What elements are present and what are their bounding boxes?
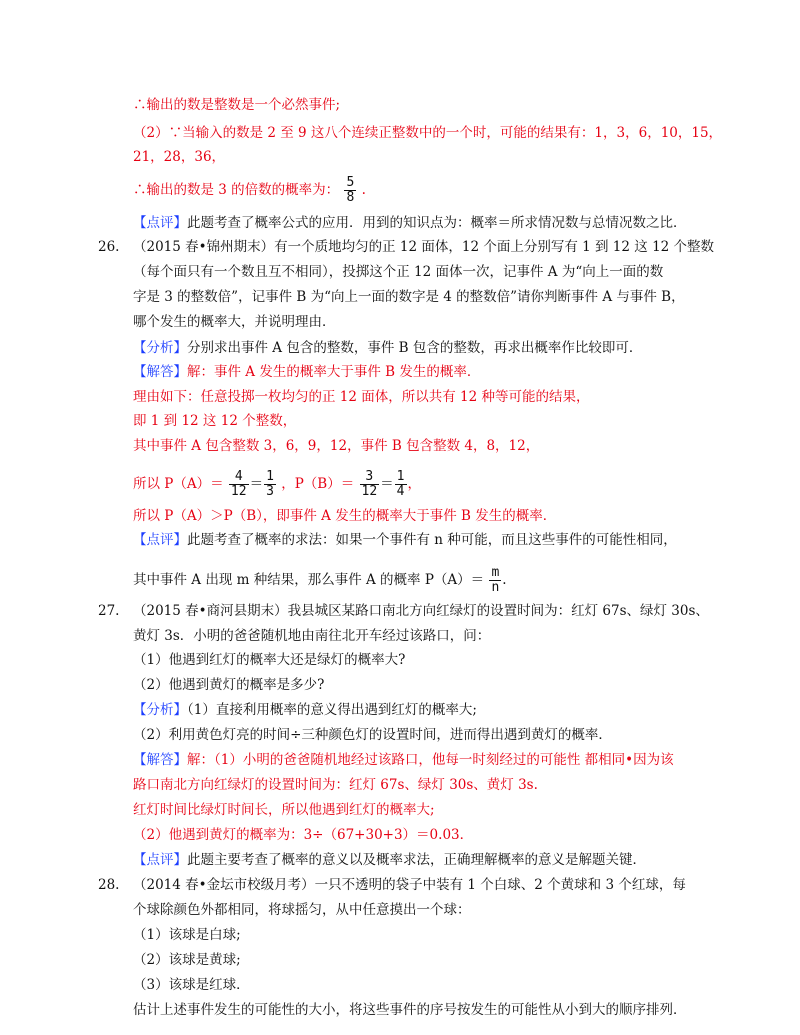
- fraction-five-eighths: [344, 176, 356, 205]
- fraction-numerator: 1: [396, 469, 405, 484]
- question-number-27: 27.: [98, 603, 120, 619]
- pa-label: 所以 P（A）＝: [133, 476, 224, 492]
- fraction-1-3: [264, 470, 276, 499]
- answer-text: 解：事件 A 发生的概率大于事件 B 发生的概率．: [187, 364, 481, 380]
- analysis-text: （1）直接利用概率的意义得出遇到红灯的概率大;: [187, 702, 477, 718]
- q27-answer: [133, 751, 674, 769]
- q28-item-2: （2）该球是黄球;: [133, 952, 241, 968]
- q25-comment: [133, 214, 687, 232]
- q26-solution-line3: 其中事件 A 包含整数 3，6，9，12，事件 B 包含整数 4，8，12，: [133, 438, 540, 454]
- fraction-denominator: 3: [266, 484, 274, 499]
- fraction-denominator: n: [491, 580, 500, 595]
- fraction-numerator: m: [491, 565, 500, 580]
- q26-stem-line4: 哪个发生的概率大，并说明理由．: [133, 314, 336, 330]
- equals-sign: ＝: [380, 476, 394, 492]
- fraction-denominator: 4: [396, 484, 405, 499]
- q26-solution-line1: 理由如下：任意投掷一枚均匀的正 12 面体，所以共有 12 种等可能的结果，: [133, 389, 590, 405]
- q28-stem-line1: （2014 春•金坛市校级月考）一只不透明的袋子中装有 1 个白球、2 个黄球和 3 个红球，每: [133, 877, 686, 893]
- answer-tag: 【解答】: [133, 752, 187, 768]
- analysis-text: 分别求出事件 A 包含的整数，事件 B 包含的整数，再求出概率作比较即可．: [187, 340, 643, 356]
- q27-analysis-line2: （2）利用黄色灯亮的时间÷三种颜色灯的设置时间，进而得出遇到黄灯的概率．: [133, 727, 612, 743]
- q26-stem-line2: （每个面只有一个数且互不相同），投掷这个正 12 面体一次，记事件 A 为“向上一面的数: [133, 264, 664, 280]
- q27-answer-line3: 红灯时间比绿灯时间长，所以他遇到红灯的概率大;: [133, 802, 435, 818]
- q28-stem-line2: 个球除颜色外都相同，将球摇匀，从中任意摸出一个球：: [133, 902, 471, 918]
- comment-text: 此题考查了概率公式的应用．用到的知识点为：概率＝所求情况数与总情况数之比．: [187, 215, 687, 231]
- q25-part2-line2: 21，28，36，: [133, 149, 226, 165]
- comment-tag: 【点评】: [133, 852, 187, 868]
- fraction-m-n: [489, 566, 501, 595]
- q28-instruction: 估计上述事件发生的可能性的大小，将这些事件的序号按发生的可能性从小到大的顺序排列．: [133, 1002, 687, 1018]
- q27-answer-line2: 路口南北方向红绿灯的设置时间为：红灯 67s、绿灯 30s、黄灯 3s.: [133, 777, 538, 793]
- q26-stem-line1: （2015 春•锦州期末）有一个质地均匀的正 12 面体，12 个面上分别写有 1 到 12 这 12 个整数: [133, 239, 715, 255]
- comment-text: 此题考查了概率的求法：如果一个事件有 n 种可能，而且这些事件的可能性相同，: [187, 532, 677, 548]
- comment-text: 此题主要考查了概率的意义以及概率求法，正确理解概率的意义是解题关键．: [187, 852, 646, 868]
- fraction-denominator: 8: [346, 190, 355, 205]
- q27-stem-line2: 黄灯 3s．小明的爸爸随机地由南往北开车经过该路口，问：: [133, 628, 491, 644]
- fraction-numerator: 1: [266, 469, 274, 484]
- comment-tag: 【点评】: [133, 532, 187, 548]
- comment-text-2: 其中事件 A 出现 m 种结果，那么事件 A 的概率 P（A）＝: [133, 572, 485, 588]
- pb-label: ，P（B）＝: [281, 476, 355, 492]
- q26-comment-line2: [133, 566, 507, 595]
- question-number-28: 28.: [98, 877, 120, 893]
- q26-stem-line3: 字是 3 的整数倍”，记事件 B 为“向上一面的数字是 4 的整数倍”请你判断事件 A 与事件 B，: [133, 289, 685, 305]
- q27-comment: [133, 851, 646, 869]
- q26-analysis: [133, 339, 642, 357]
- q26-probability-line: [133, 470, 421, 499]
- q27-stem-line1: （2015 春•商河县期末）我县城区某路口南北方向红绿灯的设置时间为：红灯 67s、绿灯 30s、: [133, 603, 709, 619]
- q26-answer: [133, 363, 480, 381]
- q26-solution-line5: 所以 P（A）＞P（B），即事件 A 发生的概率大于事件 B 发生的概率．: [133, 508, 557, 524]
- fraction-numerator: 3: [365, 469, 374, 484]
- fraction-3-12: [360, 470, 380, 499]
- fraction-denominator: 12: [361, 484, 378, 499]
- comma: ，: [407, 476, 421, 492]
- fraction-1-4: [395, 470, 407, 499]
- q27-subquestion-2: （2）他遇到黄灯的概率是多少?: [133, 677, 325, 693]
- comment-tag: 【点评】: [133, 215, 187, 231]
- fraction-4-12: [229, 470, 249, 499]
- analysis-tag: 【分析】: [133, 340, 187, 356]
- answer-tag: 【解答】: [133, 364, 187, 380]
- q27-analysis: [133, 701, 477, 719]
- q25-probability-text: ∴输出的数是 3 的倍数的概率为：: [133, 182, 340, 198]
- q26-comment: [133, 531, 677, 549]
- fraction-denominator: 12: [230, 484, 247, 499]
- fraction-numerator: 5: [346, 175, 355, 190]
- q28-item-3: （3）该球是红球．: [133, 977, 250, 993]
- answer-text: 解：（1）小明的爸爸随机地经过该路口，他每一时刻经过的可能性 都相同•因为该: [187, 752, 674, 768]
- question-number-26: 26.: [98, 239, 120, 255]
- q25-period: .: [361, 182, 366, 198]
- q27-answer-line4: （2）他遇到黄灯的概率为：3÷（67+30+3）＝0.03．: [133, 827, 474, 843]
- q26-solution-line2: 即 1 到 12 这 12 个整数，: [133, 413, 297, 429]
- q25-conclusion-1: ∴输出的数是整数是一个必然事件;: [133, 97, 341, 113]
- q25-probability-line: [133, 176, 366, 205]
- period: .: [502, 572, 507, 588]
- fraction-numerator: 4: [234, 469, 243, 484]
- equals-sign: ＝: [249, 476, 264, 492]
- analysis-tag: 【分析】: [133, 702, 187, 718]
- q28-item-1: （1）该球是白球;: [133, 927, 241, 943]
- q27-subquestion-1: （1）他遇到红灯的概率大还是绿灯的概率大?: [133, 652, 406, 668]
- q25-part2-line1: （2）∵当输入的数是 2 至 9 这八个连续正整数中的一个时，可能的结果有：1，3，6，10，15，: [133, 125, 723, 141]
